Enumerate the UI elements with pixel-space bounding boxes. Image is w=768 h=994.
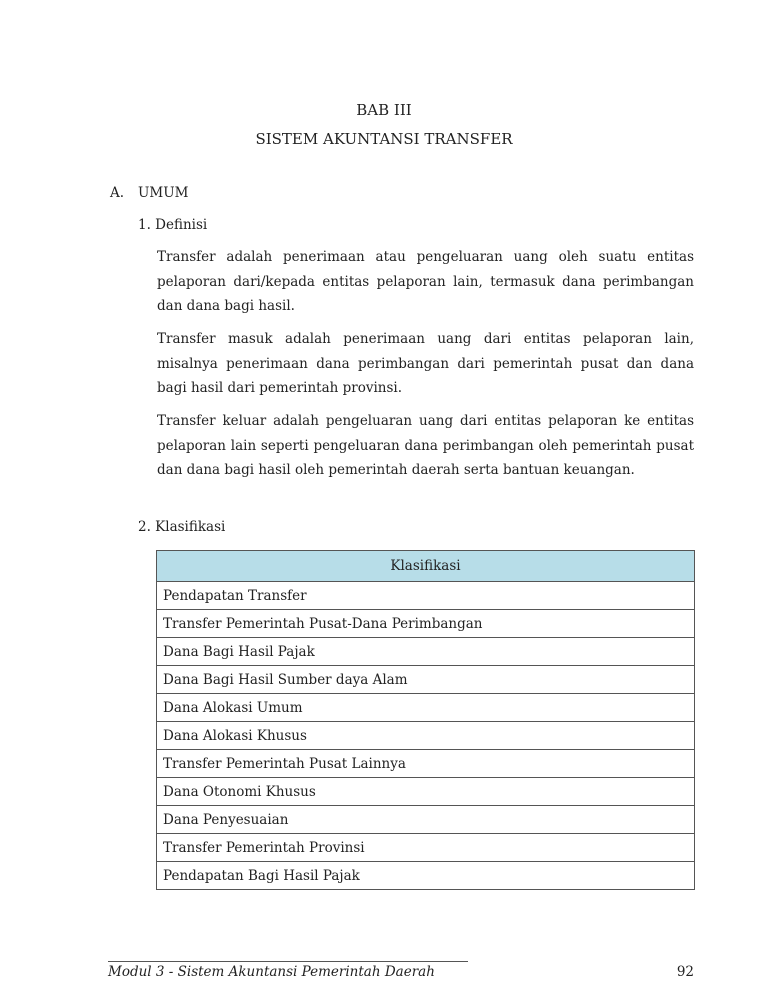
chapter-title: SISTEM AKUNTANSI TRANSFER [255, 130, 513, 148]
footer-module-title: Modul 3 - Sistem Akuntansi Pemerintah Daerah [108, 964, 435, 980]
table-cell: Transfer Pemerintah Pusat-Dana Perimbangan [157, 610, 695, 638]
table-cell: Transfer Pemerintah Pusat Lainnya [157, 750, 695, 778]
paragraph-transfer: Transfer adalah penerimaan atau pengeluaran uang oleh suatu entitas pelaporan dari/kepada entitas pelaporan lain, termasuk dana perimbangan dan dana bagi hasil. [157, 249, 694, 314]
table-row [157, 722, 695, 750]
page-number: 92 [676, 964, 694, 980]
table-cell: Pendapatan Bagi Hasil Pajak [157, 862, 695, 890]
classification-table [156, 550, 695, 890]
table-header: Klasifikasi [157, 551, 695, 582]
table-cell: Dana Alokasi Khusus [157, 722, 695, 750]
section-number: A. [110, 185, 125, 201]
table-cell: Dana Alokasi Umum [157, 694, 695, 722]
table-row [157, 638, 695, 666]
table-cell: Pendapatan Transfer [157, 582, 695, 610]
footer-divider [108, 961, 468, 962]
table-row [157, 582, 695, 610]
table-cell: Dana Penyesuaian [157, 806, 695, 834]
table-row [157, 610, 695, 638]
table-row [157, 834, 695, 862]
table-row [157, 666, 695, 694]
paragraph-transfer-keluar: Transfer keluar adalah pengeluaran uang dari entitas pelaporan ke entitas pelaporan lain seperti pengeluaran dana perimbangan oleh pemerintah pusat dan dana bagi hasil oleh pemerintah daerah serta bantuan keuangan. [157, 413, 694, 478]
table-row [157, 694, 695, 722]
table-cell: Dana Otonomi Khusus [157, 778, 695, 806]
table-cell: Dana Bagi Hasil Sumber daya Alam [157, 666, 695, 694]
table-cell: Dana Bagi Hasil Pajak [157, 638, 695, 666]
table-row [157, 750, 695, 778]
subsection-definisi: 1. Definisi [138, 217, 208, 233]
table-row [157, 806, 695, 834]
table-row [157, 778, 695, 806]
paragraph-transfer-masuk: Transfer masuk adalah penerimaan uang dari entitas pelaporan lain, misalnya penerimaan dana perimbangan dari pemerintah pusat dan dana bagi hasil dari pemerintah provinsi. [157, 331, 694, 396]
table-row [157, 862, 695, 890]
subsection-klasifikasi: 2. Klasifikasi [138, 519, 226, 535]
table-cell: Transfer Pemerintah Provinsi [157, 834, 695, 862]
section-title: UMUM [138, 185, 189, 201]
chapter-label: BAB III [356, 101, 412, 119]
